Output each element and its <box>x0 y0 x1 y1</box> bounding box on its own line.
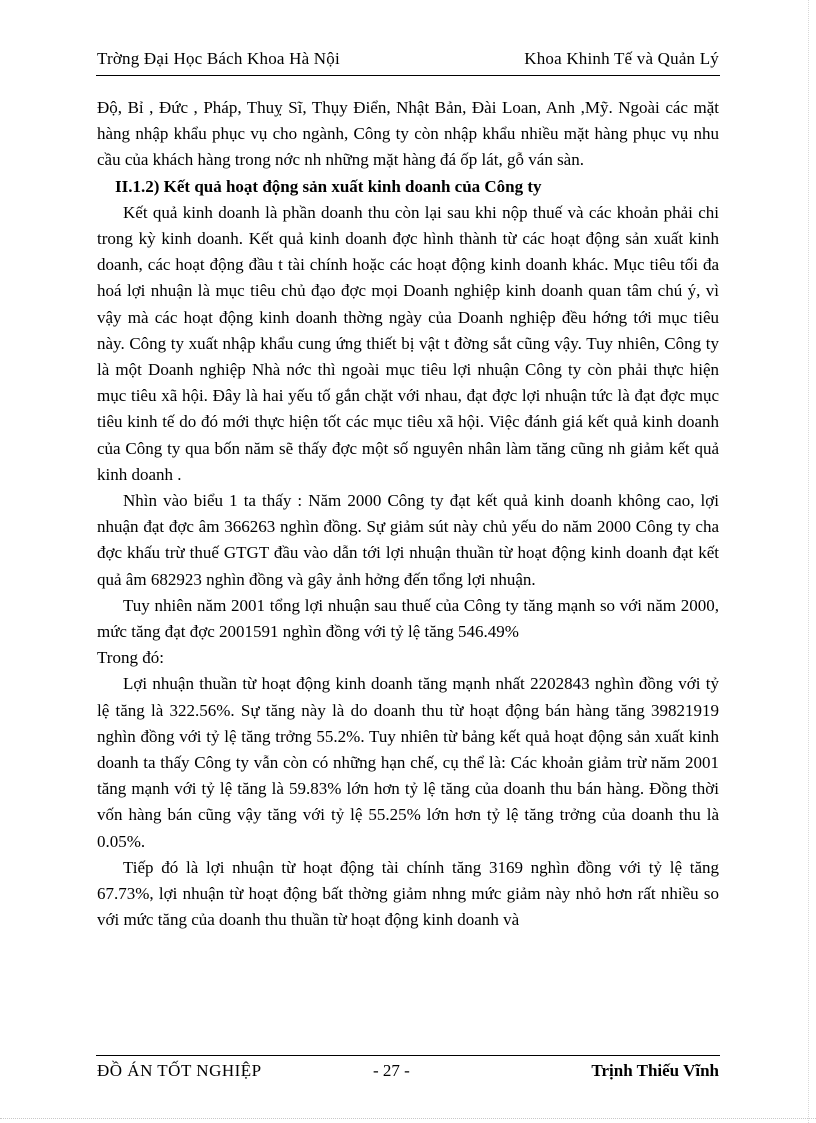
paragraph-net-profit: Lợi nhuận thuần từ hoạt động kinh doanh tăng mạnh nhất 2202843 nghìn đồng với tỷ lệ tăng là 322.56%. Sự tăng này là do doanh thu từ hoạt động bán hàng tăng 39821919 nghìn đồng với tỷ lệ tăng trởng 55.2%. Tuy nhiên từ bảng kết quả hoạt động sản xuất kinh doanh ta thấy Công ty vẫn còn có những hạn chế, cụ thể là: Các khoản giảm trừ năm 2001 tăng mạnh với tỷ lệ tăng là 59.83% lớn hơn tỷ lệ tăng của doanh thu bán hàng. Đồng thời vốn hàng bán cũng vậy tăng với tỷ lệ 55.25% lớn hơn tỷ lệ tăng trởng của doanh thu là 0.05%. <box>97 674 719 851</box>
page-footer <box>97 1061 719 1083</box>
paragraph-trong-do: Trong đó: <box>97 648 164 668</box>
paragraph-year-2001: Tuy nhiên năm 2001 tổng lợi nhuận sau thuế của Công ty tăng mạnh so với năm 2000, mức tăng đạt đợc 2001591 nghìn đồng với tỷ lệ tăng 546.49% <box>97 595 719 642</box>
page-edge-right <box>808 0 809 1123</box>
header-faculty: Khoa Khinh Tế và Quản Lý <box>524 49 719 68</box>
page-body <box>97 95 719 934</box>
paragraph-business-results: Kết quả kinh doanh là phần doanh thu còn lại sau khi nộp thuế và các khoản phải chi trong kỳ kinh doanh. Kết quả kinh doanh đợc hình thành từ các hoạt động sản xuất kinh doanh, các hoạt động đầu t tài chính hoặc các hoạt động kinh doanh khác. Mục tiêu tối đa hoá lợi nhuận là mục tiêu chủ đạo đợc mọi Doanh nghiệp kinh doanh quan tâm chú ý, vì vậy mà các hoạt động kinh doanh thờng ngày của Doanh nghiệp đều hớng tới mục tiêu này. Công ty xuất nhập khẩu cung ứng thiết bị vật t đờng sắt cũng vậy. Tuy nhiên, Công ty là một Doanh nghiệp Nhà nớc thì ngoài mục tiêu lợi nhuận Công ty còn phải thực hiện mục tiêu xã hội. Đây là hai yếu tố gắn chặt với nhau, đạt đợc lợi nhuận tức là đạt đợc mục tiêu kinh tế do đó mới thực hiện tốt các mục tiêu xã hội. Việc đánh giá kết quả kinh doanh của Công ty qua bốn năm sẽ thấy đợc một số nguyên nhân làm tăng cũng nh giảm kết quả kinh doanh . <box>97 202 719 484</box>
paragraph-financial-profit: Tiếp đó là lợi nhuận từ hoạt động tài chính tăng 3169 nghìn đồng với tỷ lệ tăng 67.73%, lợi nhuận từ hoạt động bất thờng giảm nhng mức giảm này nhỏ hơn rất nhiều so với mức tăng của doanh thu thuần từ hoạt động kinh doanh và <box>97 857 719 930</box>
paragraph-continuation: Độ, Bỉ , Đức , Pháp, Thuỵ Sĩ, Thụy Điển, Nhật Bản, Đài Loan, Anh ,Mỹ. Ngoài các mặt hàng nhập khẩu phục vụ cho ngành, Công ty còn nhập khẩu nhiều mặt hàng phục vụ nhu cầu của khách hàng trong nớc nh những mặt hàng đá ốp lát, gỗ ván sàn. <box>97 98 719 170</box>
header-rule <box>96 75 720 76</box>
footer-author: Trịnh Thiếu Vĩnh <box>591 1061 719 1080</box>
page-header <box>97 49 719 71</box>
paragraph-year-2000: Nhìn vào biểu 1 ta thấy : Năm 2000 Công ty đạt kết quả kinh doanh không cao, lợi nhuận đạt đợc âm 366263 nghìn đồng. Sự giảm sút này chủ yếu do năm 2000 Công ty cha đợc khấu trừ thuế GTGT đầu vào dẫn tới lợi nhuận thuần từ hoạt động kinh doanh đạt kết quả âm 682923 nghìn đồng và gây ảnh hởng đến tổng lợi nhuận. <box>97 491 719 589</box>
section-heading: II.1.2) Kết quả hoạt động sản xuất kinh doanh của Công ty <box>115 176 542 196</box>
header-university: Trờng Đại Học Bách Khoa Hà Nội <box>97 49 340 68</box>
page-edge-bottom <box>0 1118 816 1119</box>
footer-rule <box>96 1055 720 1056</box>
page-number: - 27 - <box>373 1061 410 1080</box>
footer-thesis-label: ĐỒ ÁN TỐT NGHIỆP <box>97 1061 262 1080</box>
